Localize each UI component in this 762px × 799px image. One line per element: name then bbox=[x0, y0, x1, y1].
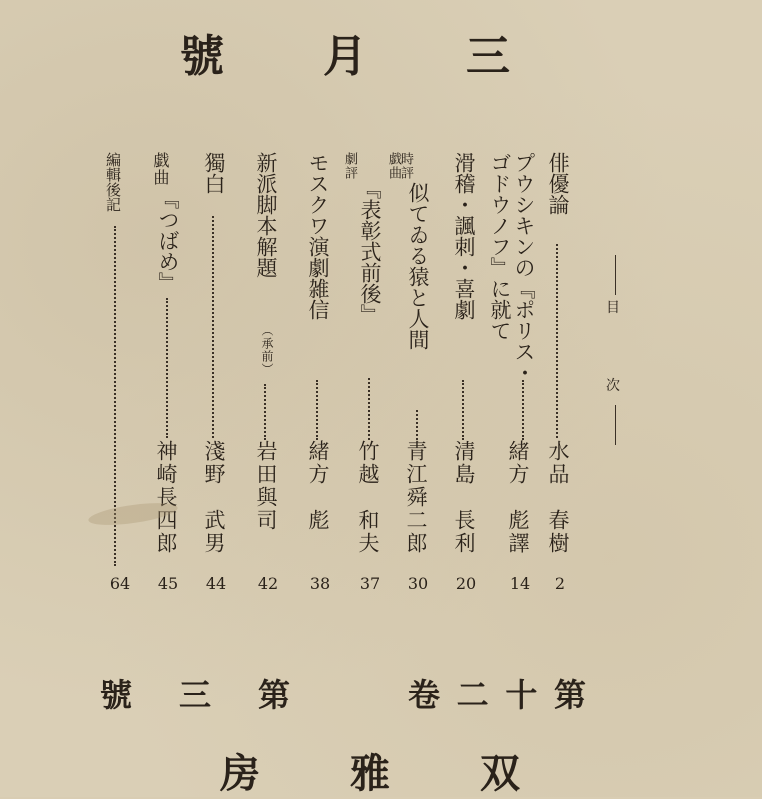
issue-title-char: 號 bbox=[180, 31, 224, 82]
dot-leader bbox=[316, 380, 318, 440]
toc-entry[interactable] bbox=[450, 152, 480, 592]
toc-entry-author: 緒方 彪譯 bbox=[506, 440, 530, 555]
dot-leader bbox=[556, 244, 558, 438]
toc-entry-author: 清島 長利 bbox=[452, 440, 476, 555]
toc-entry[interactable] bbox=[488, 152, 540, 593]
toc-entry[interactable] bbox=[252, 152, 282, 592]
issue-title-char: 三 bbox=[466, 31, 510, 82]
issue-number bbox=[100, 670, 290, 716]
toc-entry-author: 竹越 和夫 bbox=[356, 440, 380, 555]
toc-entry-page: 14 bbox=[509, 574, 531, 593]
toc-entry[interactable] bbox=[304, 152, 334, 592]
toc-entry[interactable] bbox=[152, 152, 182, 592]
toc-entry-category: 戯曲 bbox=[151, 152, 170, 186]
toc-entry-title-continued: ゴドウノフ』に就て bbox=[488, 152, 512, 341]
toc-entry-title: プウシキンの『ポリス・ bbox=[512, 152, 536, 383]
toc-entry-page: 20 bbox=[455, 574, 477, 593]
toc-entry-author: 岩田與司 bbox=[254, 440, 278, 532]
issue-title-char: 月 bbox=[323, 31, 367, 82]
toc-entry-title: 俳優論 bbox=[546, 152, 570, 215]
publisher-name bbox=[220, 742, 520, 799]
dot-leader bbox=[522, 380, 524, 440]
toc-entry-page: 2 bbox=[554, 574, 566, 593]
toc-entry[interactable] bbox=[342, 152, 382, 593]
publisher-char: 双 bbox=[480, 750, 520, 797]
toc-entry-page: 37 bbox=[359, 574, 381, 593]
toc-entry-author: 緒方 彪 bbox=[306, 440, 330, 532]
toc-entry-title: 『つばめ』 bbox=[156, 188, 180, 293]
volume-number-char: 十 bbox=[505, 676, 538, 714]
toc-entry[interactable] bbox=[544, 152, 574, 592]
divider bbox=[615, 255, 616, 295]
issue-number-char: 三 bbox=[178, 676, 211, 714]
toc-entry-title: 獨白 bbox=[202, 152, 226, 194]
publisher-char: 房 bbox=[220, 750, 260, 797]
toc-entry-page: 38 bbox=[309, 574, 331, 593]
toc-entry-title: 新派脚本解題 bbox=[254, 152, 278, 278]
dot-leader bbox=[264, 384, 266, 440]
dot-leader bbox=[368, 378, 370, 440]
toc-entry-title: 似てゐる猿と人間 bbox=[406, 182, 430, 350]
toc-entry-title: モスクワ演劇雑信 bbox=[306, 152, 330, 320]
dot-leader bbox=[462, 380, 464, 440]
volume-number-char: 二 bbox=[456, 676, 489, 714]
contents-heading-char: 目 bbox=[606, 300, 620, 316]
toc-entry-author: 水品 春樹 bbox=[546, 440, 570, 555]
toc-entry-page: 42 bbox=[257, 574, 279, 593]
toc-entry-title: 『表彰式前後』 bbox=[358, 178, 382, 325]
issue-number-char: 號 bbox=[100, 676, 133, 714]
dot-leader bbox=[416, 410, 418, 440]
toc-entry-author: 青江舜二郎 bbox=[404, 440, 428, 555]
contents-heading bbox=[606, 255, 626, 455]
contents-heading-char: 次 bbox=[606, 378, 620, 394]
toc-entry-title: 編輯後記 bbox=[104, 152, 122, 212]
toc-entry-page: 64 bbox=[109, 574, 131, 593]
toc-entry[interactable] bbox=[200, 152, 230, 592]
toc-entry[interactable] bbox=[386, 152, 430, 593]
toc-entry-category: 戯曲 bbox=[386, 152, 401, 180]
toc-entry-page: 30 bbox=[407, 574, 429, 593]
dot-leader bbox=[212, 216, 214, 438]
volume-number-char: 第 bbox=[553, 676, 586, 714]
issue-number-char: 第 bbox=[257, 676, 290, 714]
toc-entry-page: 44 bbox=[205, 574, 227, 593]
volume-number-char: 卷 bbox=[408, 676, 441, 714]
toc-entry-title: 滑稽・諷刺・喜劇 bbox=[452, 152, 476, 320]
toc-entry-category: 時評 bbox=[398, 152, 413, 180]
toc-entry-category: 劇評 bbox=[342, 152, 357, 180]
toc-entry-page: 45 bbox=[157, 574, 179, 593]
publisher-char: 雅 bbox=[350, 750, 390, 797]
issue-title bbox=[180, 20, 510, 84]
toc-entry-author: 淺野 武男 bbox=[202, 440, 226, 555]
dot-leader bbox=[166, 298, 168, 438]
table-of-contents bbox=[100, 152, 600, 602]
volume-number bbox=[408, 670, 586, 716]
toc-entry-author: 神崎長四郎 bbox=[154, 440, 178, 555]
toc-entry-note: （承前） bbox=[260, 324, 274, 376]
divider bbox=[615, 405, 616, 445]
toc-entry[interactable] bbox=[104, 152, 134, 592]
